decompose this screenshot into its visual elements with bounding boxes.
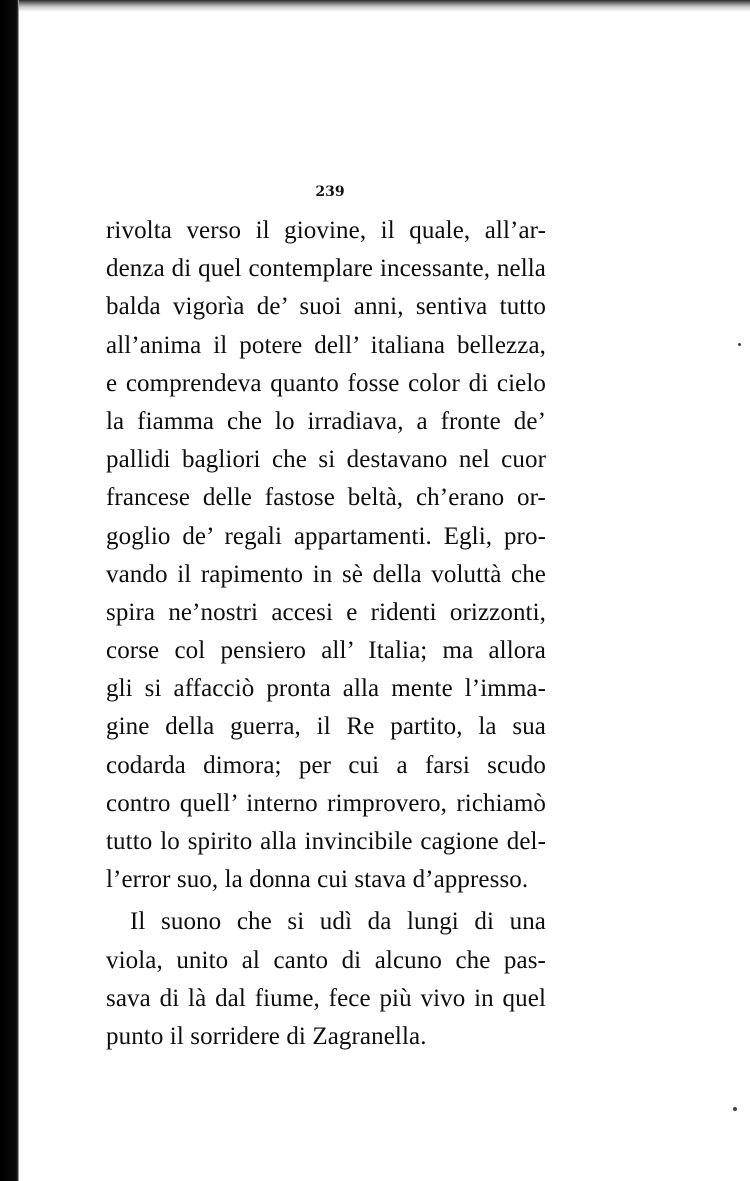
- paper-speck: [733, 1107, 737, 1111]
- text-line: l’error suo, la donna cui stava d’appresso.: [106, 866, 529, 894]
- text-line: la fiamma che lo irradiava, a fronte de’: [106, 407, 546, 435]
- text-line: viola, unito al canto di alcuno che pas-: [106, 946, 546, 974]
- text-line: sava di là dal fiume, fece più vivo in quel: [106, 984, 546, 1012]
- text-line: spira ne’nostri accesi e ridenti orizzonti,: [106, 598, 546, 626]
- text-line: denza di quel contemplare incessante, nella: [106, 255, 546, 283]
- paper-speck: [738, 343, 741, 346]
- body-text: [106, 212, 546, 1056]
- text-line: tutto lo spirito alla invincibile cagione del-: [106, 828, 546, 855]
- text-line: goglio de’ regali appartamenti. Egli, pro-: [106, 522, 546, 550]
- text-line: contro quell’ interno rimprovero, richiamò: [106, 789, 546, 817]
- binding-edge: [0, 0, 19, 1181]
- page-number: 239: [315, 184, 345, 200]
- paragraph: [106, 212, 546, 899]
- text-line: all’anima il potere dell’ italiana bellezza,: [106, 331, 546, 359]
- text-line: pallidi bagliori che si destavano nel cuor: [106, 446, 546, 474]
- text-line: codarda dimora; per cui a farsi scudo: [106, 751, 546, 779]
- text-line: vando il rapimento in sè della voluttà che: [106, 560, 546, 588]
- text-line: francese delle fastose beltà, ch’erano or-: [106, 484, 546, 512]
- text-line: balda vigorìa de’ suoi anni, sentiva tutto: [106, 293, 546, 321]
- paragraph: [106, 903, 546, 1056]
- text-line: e comprendeva quanto fosse color di cielo: [106, 369, 546, 397]
- text-line: rivolta verso il giovine, il quale, all’ar-: [106, 217, 546, 244]
- text-line: gine della guerra, il Re partito, la sua: [106, 713, 546, 741]
- text-line: gli si affacciò pronta alla mente l’imma-: [106, 675, 546, 703]
- text-line: corse col pensiero all’ Italia; ma allora: [106, 637, 546, 665]
- text-line: Il suono che si udì da lungi di una: [130, 908, 546, 936]
- text-line: punto il sorridere di Zagranella.: [106, 1022, 427, 1050]
- page-top-edge-shadow: [0, 0, 750, 12]
